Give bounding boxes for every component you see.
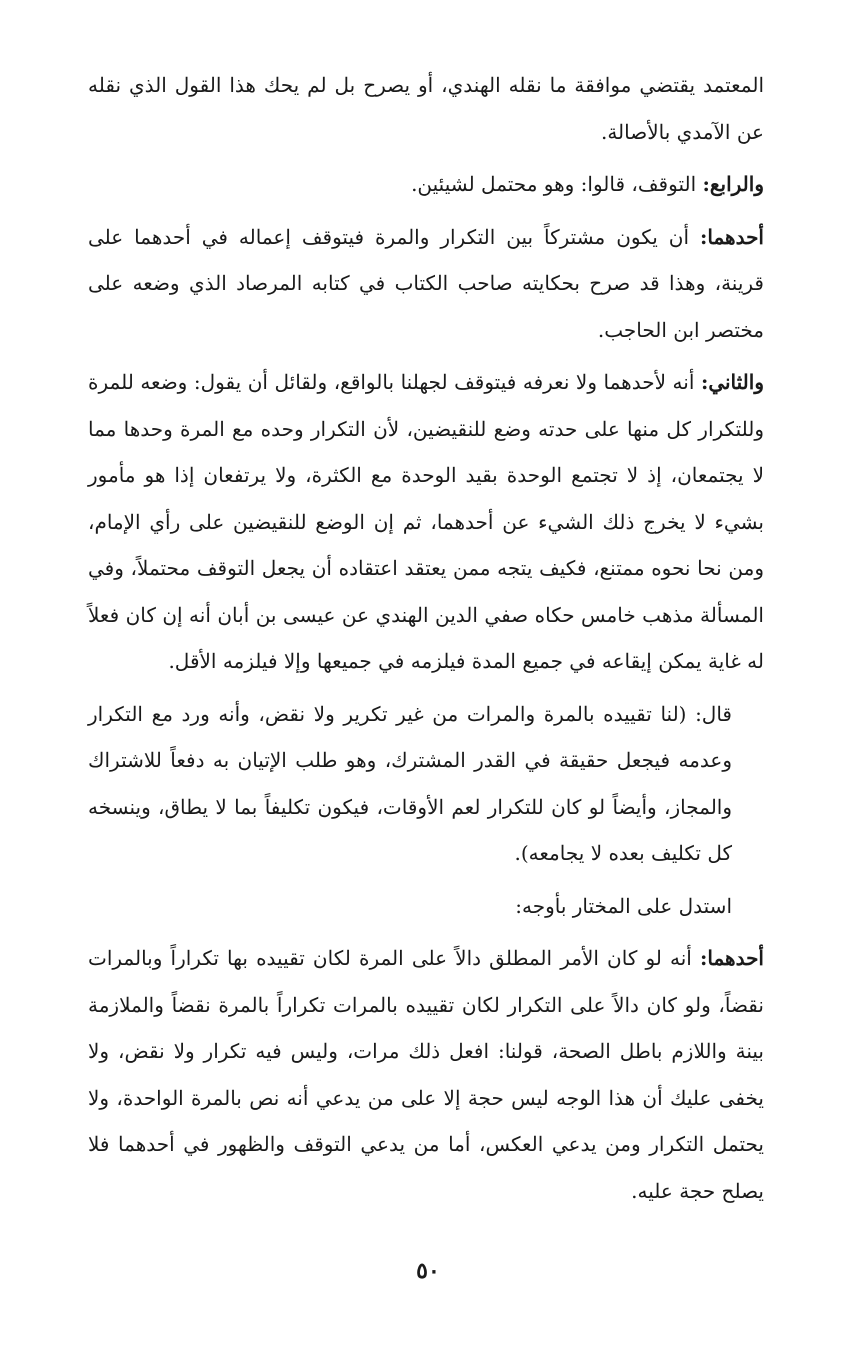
paragraph-lead: أحدهما:: [699, 946, 764, 970]
paragraph-text: أنه لو كان الأمر المطلق دالاً على المرة لكان تقييده بها تكراراً وبالمرات نقضاً، ولو كان دالاً على التكرار لكان تقييده بالمرات تكراراً بالمرة نقضاً والملازمة بينة واللازم باطل الصحة، قولنا: افعل ذلك مرات، وليس فيه تكرار ولا نقض، ولا يخفى عليك أن هذا الوجه ليس حجة إلا على من يدعي أنه نص بالمرة الواحدة، ولا يحتمل التكرار ومن يدعي العكس، أما من يدعي التوقف والظهور في أحدهما فلا يصلح حجة عليه.: [88, 946, 764, 1203]
paragraph-second-meaning: [88, 359, 764, 685]
paragraph-text: استدل على المختار بأوجه:: [515, 893, 732, 918]
paragraph-continuation: [88, 62, 764, 155]
page-number: ٥٠: [416, 1258, 440, 1284]
paragraph-lead: والثاني:: [700, 370, 764, 394]
paragraph-first-argument: [88, 935, 764, 1214]
paragraph-text: قال: (لنا تقييده بالمرة والمرات من غير تكرير ولا نقض، وأنه ورد مع التكرار وعدمه فيجعل حقيقة في القدر المشترك، وهو طلب الإتيان به دفعاً للاشتراك والمجاز، وأيضاً لو كان للتكرار لعم الأوقات، فيكون تكليفاً بما لا يطاق، وينسخه كل تكليف بعده لا يجامعه).: [88, 701, 732, 865]
paragraph-lead: أحدهما:: [699, 224, 764, 249]
paragraph-quote: [88, 691, 764, 877]
paragraph-text: أن يكون مشتركاً بين التكرار والمرة فيتوقف إعماله في أحدهما على قرينة، وهذا قد صرح بحكايته صاحب الكتاب في كتابه المرصاد الذي وضعه على مختصر ابن الحاجب.: [88, 224, 764, 342]
paragraph-fourth-opinion: [88, 161, 764, 208]
paragraph-text: أنه لأحدهما ولا نعرفه فيتوقف لجهلنا بالواقع، ولقائل أن يقول: وضعه للمرة وللتكرار كل منها على حدته وضع للنقيضين، لأن التكرار وحده مع المرة وحدها مما لا يجتمعان، إذ لا تجتمع الوحدة بقيد الوحدة مع الكثرة، ولا يرتفعان إذا هو مأمور بشيء لا يخرج ذلك الشيء عن أحدهما، ثم إن الوضع للنقيضين على رأي الإمام، ومن نحا نحوه ممتنع، فكيف يتجه ممن يعتقد اعتقاده أن يجعل التوقف محتملاً، وفي المسألة مذهب خامس حكاه صفي الدين الهندي عن عيسى بن أبان أنه إن كان فعلاً له غاية يمكن إيقاعه في جميع المدة فيلزمه في جميعها وإلا فيلزمه الأقل.: [88, 370, 764, 673]
paragraph-text: التوقف، قالوا: وهو محتمل لشيئين.: [411, 172, 703, 196]
paragraph-first-meaning: [88, 214, 764, 354]
paragraph-argument-intro: [88, 883, 764, 930]
paragraph-text: المعتمد يقتضي موافقة ما نقله الهندي، أو يصرح بل لم يحك هذا القول الذي نقله عن الآمدي بالأصالة.: [88, 73, 764, 144]
page-body: [88, 62, 764, 1214]
paragraph-lead: والرابع:: [702, 172, 764, 196]
